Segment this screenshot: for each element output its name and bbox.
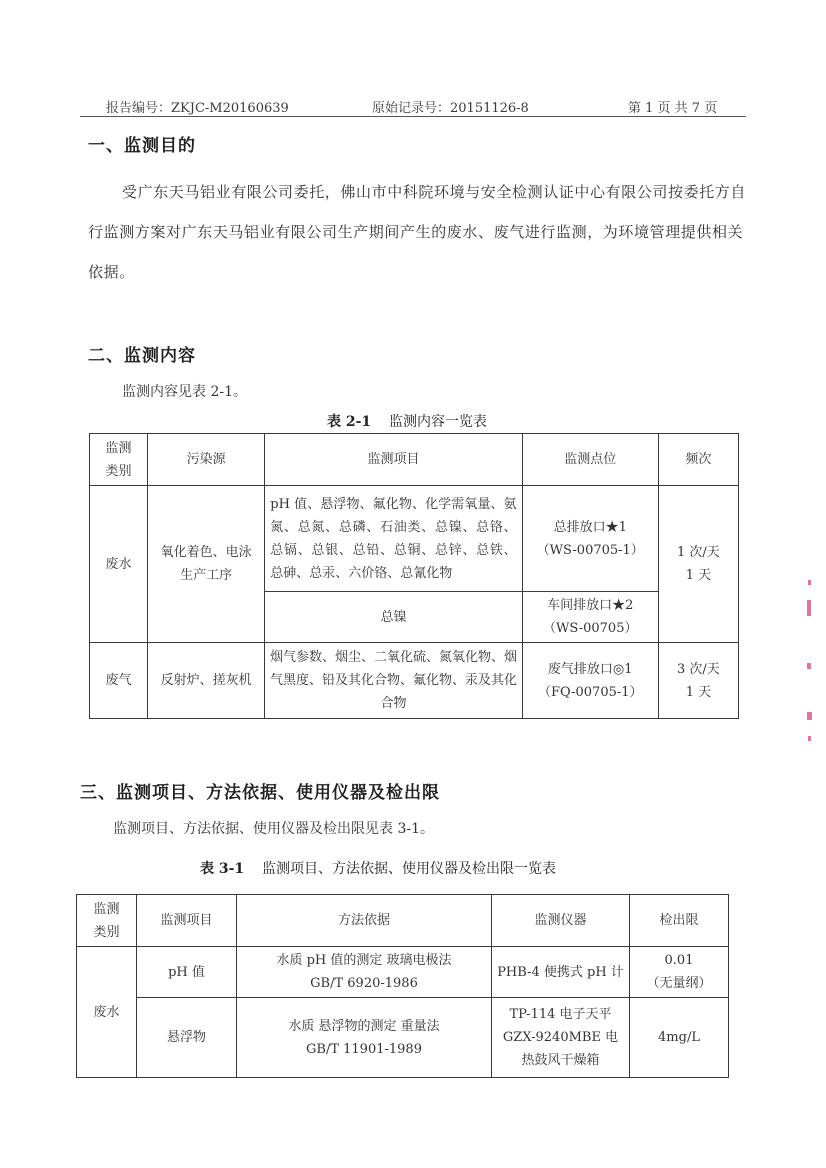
cell-category: 废气	[90, 643, 148, 719]
cell-limit-line2: （无量纲）	[646, 976, 712, 991]
cell-frequency-line1: 3 次/天	[677, 661, 720, 677]
seal-fragment	[807, 663, 811, 669]
table-header-row	[77, 895, 729, 947]
table3-1-caption	[200, 858, 556, 878]
cell-category: 废水	[90, 486, 148, 643]
table-row	[90, 486, 739, 592]
seal-fragment	[808, 580, 811, 585]
header-items: 监测项目	[265, 434, 522, 486]
header-frequency: 频次	[658, 434, 738, 486]
cell-point-line2: （WS-00705-1）	[536, 542, 644, 558]
header-rule	[80, 116, 746, 117]
section2-lead: 监测内容见表 2-1。	[122, 384, 247, 400]
cell-instrument-line2: GZX-9240MBE 电	[502, 1030, 619, 1045]
seal-fragment	[807, 712, 812, 720]
cell-instrument-line1: TP-114 电子天平	[509, 1007, 612, 1022]
cell-method-line1: 水质 pH 值的测定 玻璃电极法	[276, 953, 452, 968]
cell-item: pH 值	[137, 947, 237, 998]
page-indicator: 第 1 页 共 7 页	[628, 101, 718, 116]
cell-source-line2: 生产工序	[180, 568, 233, 583]
cell-frequency-line2: 1 天	[685, 568, 712, 583]
cell-method	[237, 947, 492, 998]
table2-1-number: 表 2-1	[327, 414, 372, 430]
cell-point-line2: （WS-00705）	[542, 621, 638, 636]
header-limit: 检出限	[630, 895, 729, 947]
cell-source	[148, 486, 265, 643]
cell-items: 烟气参数、烟尘、二氧化硫、氮氧化物、烟气黑度、铅及其化合物、氟化物、汞及其化合物	[265, 643, 522, 719]
cell-frequency	[658, 643, 738, 719]
section2-title: 二、监测内容	[88, 346, 196, 366]
cell-instrument-line3: 热鼓风干燥箱	[521, 1053, 600, 1068]
table-header-row	[90, 434, 739, 486]
section3-title: 三、监测项目、方法依据、使用仪器及检出限	[80, 783, 440, 803]
report-number: 报告编号：ZKJC-M20160639	[106, 101, 289, 116]
header-method: 方法依据	[237, 895, 492, 947]
header-category-line2: 类别	[105, 463, 132, 479]
record-number: 原始记录号：20151126-8	[372, 101, 529, 116]
cell-source: 反射炉、搓灰机	[148, 643, 265, 719]
section1-paragraph	[88, 172, 752, 292]
table-3-1	[76, 894, 729, 1078]
header-category-line1: 监测	[105, 440, 132, 456]
seal-fragment	[808, 736, 811, 741]
table-2-1	[89, 433, 739, 719]
cell-point-line1: 总排放口★1	[553, 519, 627, 535]
table3-1-number: 表 3-1	[200, 861, 245, 877]
seal-fragment	[807, 600, 811, 616]
cell-limit	[630, 947, 729, 998]
cell-method	[237, 998, 492, 1078]
section1-title: 一、监测目的	[88, 136, 196, 156]
cell-category: 废水	[77, 947, 137, 1078]
cell-limit: 4mg/L	[630, 998, 729, 1078]
table3-1-title: 监测项目、方法依据、使用仪器及检出限一览表	[261, 861, 556, 877]
cell-point	[522, 643, 658, 719]
cell-method-line2: GB/T 6920-1986	[310, 976, 418, 991]
cell-point	[522, 592, 658, 643]
cell-frequency	[658, 486, 738, 643]
cell-point-line1: 废气排放口◎1	[547, 661, 633, 677]
cell-method-line1: 水质 悬浮物的测定 重量法	[288, 1018, 440, 1034]
cell-point-line2: （FQ-00705-1）	[537, 684, 643, 700]
header-category-line1: 监测	[93, 901, 120, 917]
cell-instrument	[492, 998, 630, 1078]
table2-1-title: 监测内容一览表	[388, 414, 487, 430]
table-row	[77, 947, 729, 998]
cell-instrument: PHB-4 便携式 pH 计	[492, 947, 630, 998]
table2-1-caption	[327, 411, 487, 431]
cell-items: 总镍	[265, 592, 522, 643]
header-category	[90, 434, 148, 486]
table-row	[77, 998, 729, 1078]
header-source: 污染源	[148, 434, 265, 486]
cell-method-line2: GB/T 11901-1989	[306, 1041, 422, 1057]
cell-limit-line1: 0.01	[664, 953, 694, 968]
header-category-line2: 类别	[93, 924, 120, 940]
header-item: 监测项目	[137, 895, 237, 947]
table-row	[90, 643, 739, 719]
section3-lead: 监测项目、方法依据、使用仪器及检出限见表 3-1。	[113, 821, 434, 837]
section1-paragraph-text: 受广东天马铝业有限公司委托，佛山市中科院环境与安全检测认证中心有限公司按委托方自行监测方案对广东天马铝业有限公司生产期间产生的废水、废气进行监测，为环境管理提供相关依据。	[88, 183, 747, 281]
header-category	[77, 895, 137, 947]
header-point: 监测点位	[522, 434, 658, 486]
cell-frequency-line2: 1 天	[685, 684, 712, 700]
cell-point-line1: 车间排放口★2	[547, 598, 634, 613]
cell-source-line1: 氧化着色、电泳	[160, 545, 252, 560]
cell-frequency-line1: 1 次/天	[677, 545, 720, 560]
header-instrument: 监测仪器	[492, 895, 630, 947]
cell-item: 悬浮物	[137, 998, 237, 1078]
cell-items: pH 值、悬浮物、氟化物、化学需氧量、氨氮、总氮、总磷、石油类、总镍、总铬、总镉、总银、总铅、总铜、总锌、总铁、总砷、总汞、六价铬、总氰化物	[265, 486, 522, 592]
cell-point	[522, 486, 658, 592]
